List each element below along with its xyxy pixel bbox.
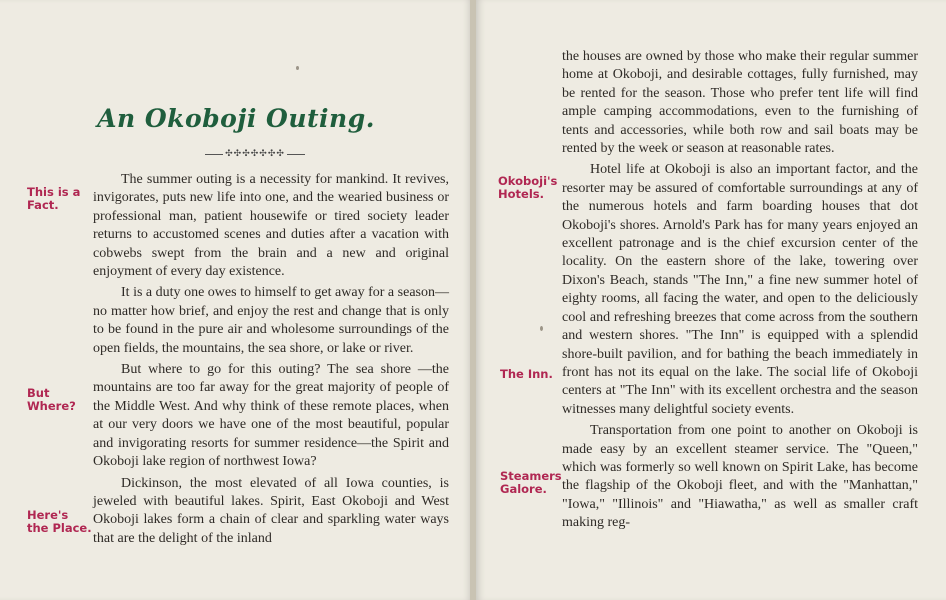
paragraph-hotel-life: Hotel life at Okoboji is also an important factor, and the resorter may be assured of comfortable surroundings at any of the numerous hotels and farm boarding houses that dot Okoboji's shores. Arnold's Park has for many years enjoyed an excellent patronage and is the chief excursion center of the locality. On the eastern shore of the lake, towering over Dixon's Beach, stands "The Inn," a fine new summer hotel of eighty rooms, all facing the water, and open to the deliciously cool and refreshing breezes that come across from the southern and western shores. "The Inn" is equipped with a splendid shore-built pavilion, and for bathing the beach immediately in front has not its equal on the lake. The social life of Okoboji centers at "The Inn" with its excellent orchestra and the season witnesses many delightful society events.: [562, 162, 918, 417]
ornament-rule-right: [287, 154, 305, 155]
paper-speck: [540, 326, 543, 331]
right-page-text: [562, 48, 918, 536]
side-note-heres-the-place: Here's the Place.: [27, 508, 92, 535]
paragraph-summer-outing: The summer outing is a necessity for mankind. It revives, invigorates, puts new life into one, and the wearied business or professional man, patient housewife or tired society leader returns to accustomed scenes and duties after a vacation with cobwebs swept from the brain and a new and original enjoyment of every day existence.: [93, 172, 449, 280]
ornament-rule-left: [205, 154, 223, 155]
side-note-this-is-a-fact: This is a Fact.: [27, 185, 81, 212]
paragraph-dickinson: Dickinson, the most elevated of all Iowa counties, is jeweled with beautiful lakes. Spirit, East Okoboji and West Okoboji lakes form a chain of clear and sparkling water ways that are the delight of the inland: [93, 475, 449, 546]
ornament-glyphs: ✣✣✣✣✣✣✣: [225, 149, 285, 159]
side-note-the-inn: The Inn.: [500, 367, 553, 381]
left-page-text: [93, 171, 449, 551]
title-ornament: [205, 149, 305, 159]
side-note-but-where: But Where?: [27, 386, 76, 413]
paragraph-where: But where to go for this outing? The sea shore —the mountains are too far away for the great majority of people of the Middle West. And why think of these remote places, when at our very doors we have one of the most beautiful, popular and invigorating resorts for summer residence—the Spirit and Okoboji lake region of northwest Iowa?: [93, 362, 449, 470]
paper-speck: [296, 66, 299, 70]
paragraph-houses: the houses are owned by those who make their regular summer home at Okoboji, and desirable cottages, fully furnished, may be rented for the season. Those who prefer tent life will find ample camping accommodations, even to the furnishing of tents and accessories, while both row and sail boats may be rented by the week or season at reasonable rates.: [562, 49, 918, 157]
side-note-okobojis-hotels: Okoboji's Hotels.: [498, 174, 558, 201]
paragraph-transportation: Transportation from one point to another on Okoboji is made easy by an excellent steamer service. The "Queen," which was formerly so well known on Spirit Lake, has become the flagship of the Okoboji fleet, and with the "Manhattan," "Iowa," "Illinois" and "Hiawatha," as well as smaller craft making reg-: [562, 423, 918, 531]
paragraph-duty: It is a duty one owes to himself to get away for a season—no matter how brief, and enjoy the rest and change that is only to be found in the pure air and wholesome surroundings of the open fields, the mountains, the sea shore, or lake or river.: [93, 285, 449, 356]
side-note-steamers-galore: Steamers Galore.: [500, 469, 562, 496]
page-title: An Okoboji Outing.: [97, 104, 375, 133]
